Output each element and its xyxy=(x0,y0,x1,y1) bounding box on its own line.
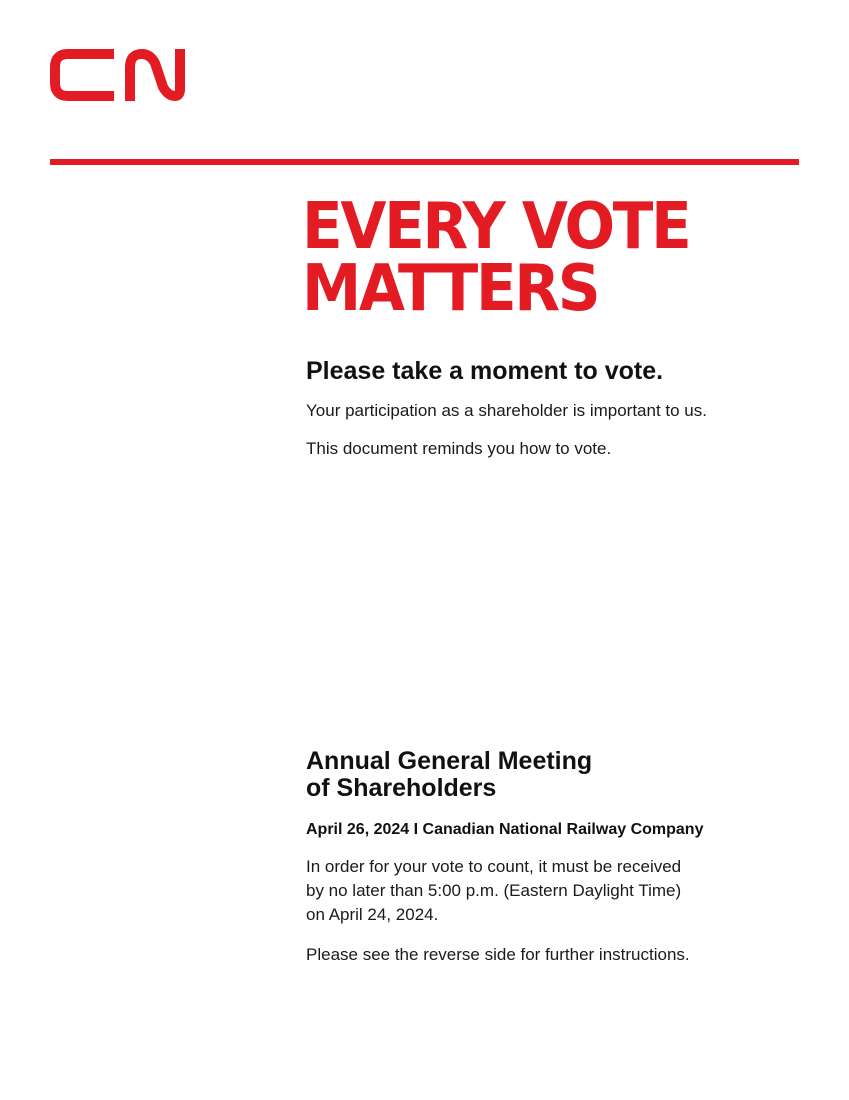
headline-line-2: MATTERS xyxy=(302,252,599,326)
header-divider xyxy=(50,159,799,165)
deadline-line-2: by no later than 5:00 p.m. (Eastern Daylight Time) xyxy=(306,881,682,900)
headline-line-1: EVERY VOTE xyxy=(302,190,690,264)
reminder-text: This document reminds you how to vote. xyxy=(306,439,612,458)
meeting-title xyxy=(306,748,592,802)
voting-deadline xyxy=(306,855,681,927)
vote-prompt: Please take a moment to vote. xyxy=(306,357,664,385)
cn-logo xyxy=(50,49,185,101)
headline xyxy=(302,190,690,326)
participation-text: Your participation as a shareholder is important to us. xyxy=(306,401,707,420)
deadline-line-1: In order for your vote to count, it must be received xyxy=(306,857,682,876)
reverse-side-note: Please see the reverse side for further instructions. xyxy=(306,945,690,964)
meeting-title-line-2: of Shareholders xyxy=(306,774,497,802)
meeting-title-line-1: Annual General Meeting xyxy=(306,747,593,775)
deadline-line-3: on April 24, 2024. xyxy=(306,905,439,924)
meeting-date: April 26, 2024 I Canadian National Railway Company xyxy=(306,821,704,838)
